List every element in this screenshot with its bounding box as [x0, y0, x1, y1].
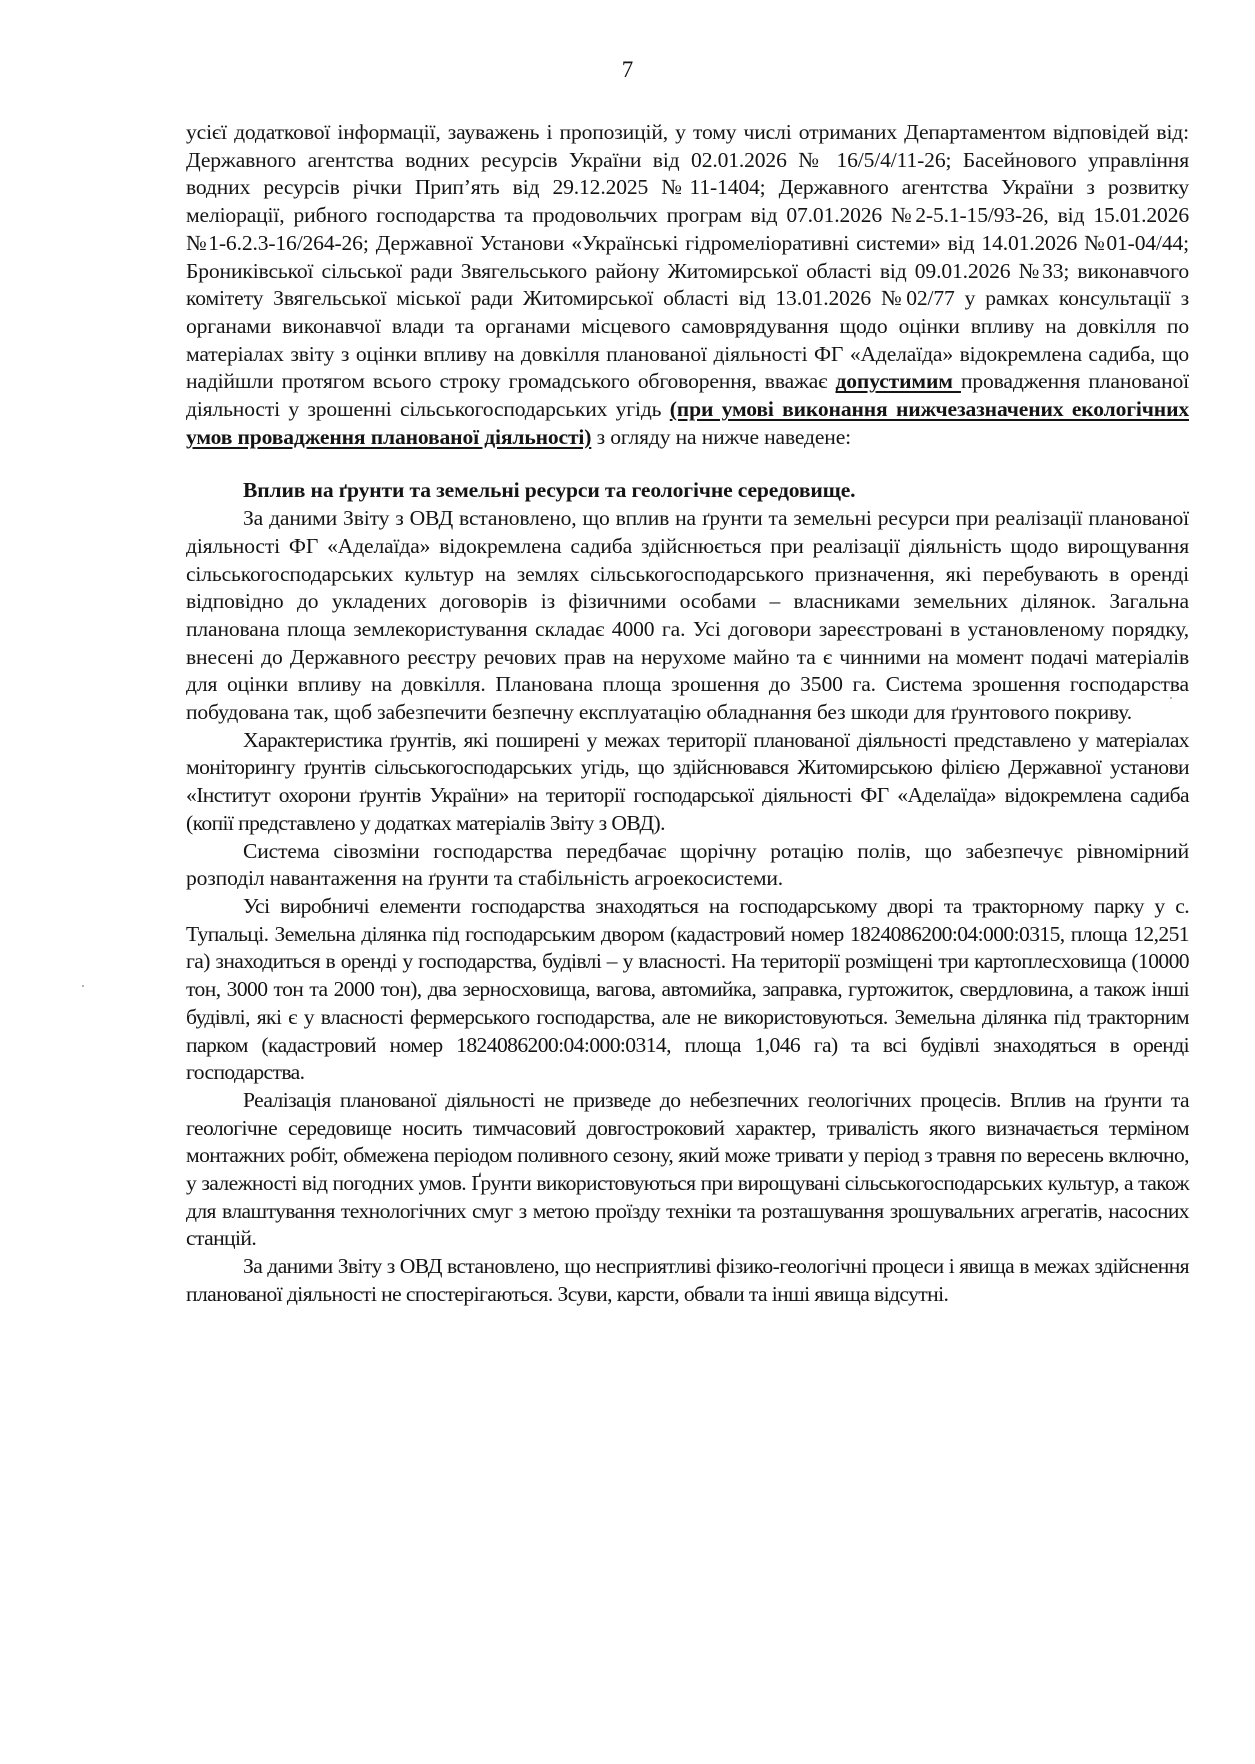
- intro-text-part-3: з огляду на нижче наведене:: [591, 424, 851, 449]
- section-paragraph-3: Система сівозміни господарства передбачає щорічну ротацію полів, що забезпечує рівномірний розподіл навантаження на ґрунти та стабільність агроекосистеми.: [186, 838, 1189, 891]
- section-paragraph-2: Характеристика ґрунтів, які поширені у межах території планованої діяльності представлено у матеріалах моніторингу ґрунтів сільськогосподарських угідь, що здійснювався Житомирською філією Державної установи «Інститут охорони ґрунтів України» на території господарської діяльності ФГ «Аделаїда» відокремлена садиба (копії представлено у додатках матеріалів Звіту з ОВД).: [186, 727, 1189, 835]
- section-paragraph-6: За даними Звіту з ОВД встановлено, що несприятливі фізико-геологічні процеси і явища в межах здійснення планованої діяльності не спостерігаються. Зсуви, карсти, обвали та інші явища відсутні.: [186, 1254, 1189, 1306]
- intro-paragraph: [186, 119, 1189, 451]
- intro-text-part-2: провадження планованої діяльності у зрошенні сільськогосподарських угідь: [186, 369, 1189, 422]
- section-heading: Вплив на ґрунти та земельні ресурси та геологічне середовище.: [243, 478, 856, 503]
- intro-text-part-1: усієї додаткової інформації, зауважень і пропозицій, у тому числі отриманих Департаментом відповідей від: Державного агентства водних ресурсів України від 02.01.2026 № 16/5/4/11-26; Басейнового управління водних ресурсів річки Прип’ять від 29.12.2025 №11-1404; Державного агентства України з розвитку меліорації, рибного господарства та продовольчих програм від 07.01.2026 №2-5.1-15/93-26, від 15.01.2026 №1-6.2.3-16/264-26; Державної Установи «Українські гідромеліоративні системи» від 14.01.2026 №01-04/44; Брониківської сільської ради Звягельського району Житомирської області від 09.01.2026 №33; виконавчого комітету Звягельської міської ради Житомирської області від 13.01.2026 №02/77 у рамках консультації з органами виконавчої влади та органами місцевого самоврядування щодо оцінки впливу на довкілля по матеріалах звіту з оцінки впливу на довкілля планованої діяльності ФГ «Аделаїда» відокремлена садиба, що надійшли протягом всього строку громадського обговорення, вважає: [186, 120, 1189, 394]
- section-paragraph-4: Усі виробничі елементи господарства знаходяться на господарському дворі та тракторному парку у с. Тупальці. Земельна ділянка під господарським двором (кадастровий номер 1824086200:04:000:0315, площа 12,251 га) знаходиться в оренді у господарства, будівлі – у власності. На території розміщені три картоплесховища (10000 тон, 3000 тон та 2000 тон), два зерносховища, вагова, автомийка, заправка, гуртожиток, свердловина, а також інші будівлі, які є у власності фермерського господарства, але не використовуються. Земельна ділянка під тракторним парком (кадастровий номер 1824086200:04:000:0314, площа 1,046 га) та всі будівлі знаходяться в оренді господарства.: [186, 893, 1189, 1085]
- emphasis-admissible: допустимим: [835, 369, 961, 394]
- document-body: [186, 119, 1189, 1309]
- emphasis-conditions: (при умові виконання нижчезазначених екологічних умов провадження планованої діяльності): [186, 397, 1190, 449]
- page-number: 7: [621, 57, 634, 82]
- section-paragraph-5: Реалізація планованої діяльності не призведе до небезпечних геологічних процесів. Вплив на ґрунти та геологічне середовище носить тимчасовий довгостроковий характер, тривалість якого визначається терміном монтажних робіт, обмежена періодом поливного сезону, який може тривати у період з травня по вересень включно, у залежності від погодних умов. Ґрунти використовуються при вирощувані сільськогосподарських культур, а також для влаштування технологічних смуг з метою проїзду техніки та розташування зрошувальних агрегатів, насосних станцій.: [186, 1087, 1189, 1251]
- scan-artifact: [82, 985, 84, 987]
- scan-artifact: [1170, 697, 1172, 699]
- section-paragraph-1: За даними Звіту з ОВД встановлено, що вплив на ґрунти та земельні ресурси при реалізації планованої діяльності ФГ «Аделаїда» відокремлена садиба здійснюється при реалізації діяльність щодо вирощування сільськогосподарських культур на землях сільськогосподарського призначення, які перебувають в оренді відповідно до укладених договорів із фізичними особами – власниками земельних ділянок. Загальна планована площа землекористування складає 4000 га. Усі договори зареєстровані в установленому порядку, внесені до Державного реєстру речових прав на нерухоме майно та є чинними на момент подачі матеріалів для оцінки впливу на довкілля. Планована площа зрошення до 3500 га. Система зрошення господарства побудована так, щоб забезпечити безпечну експлуатацію обладнання без шкоди для ґрунтового покриву.: [186, 506, 1189, 725]
